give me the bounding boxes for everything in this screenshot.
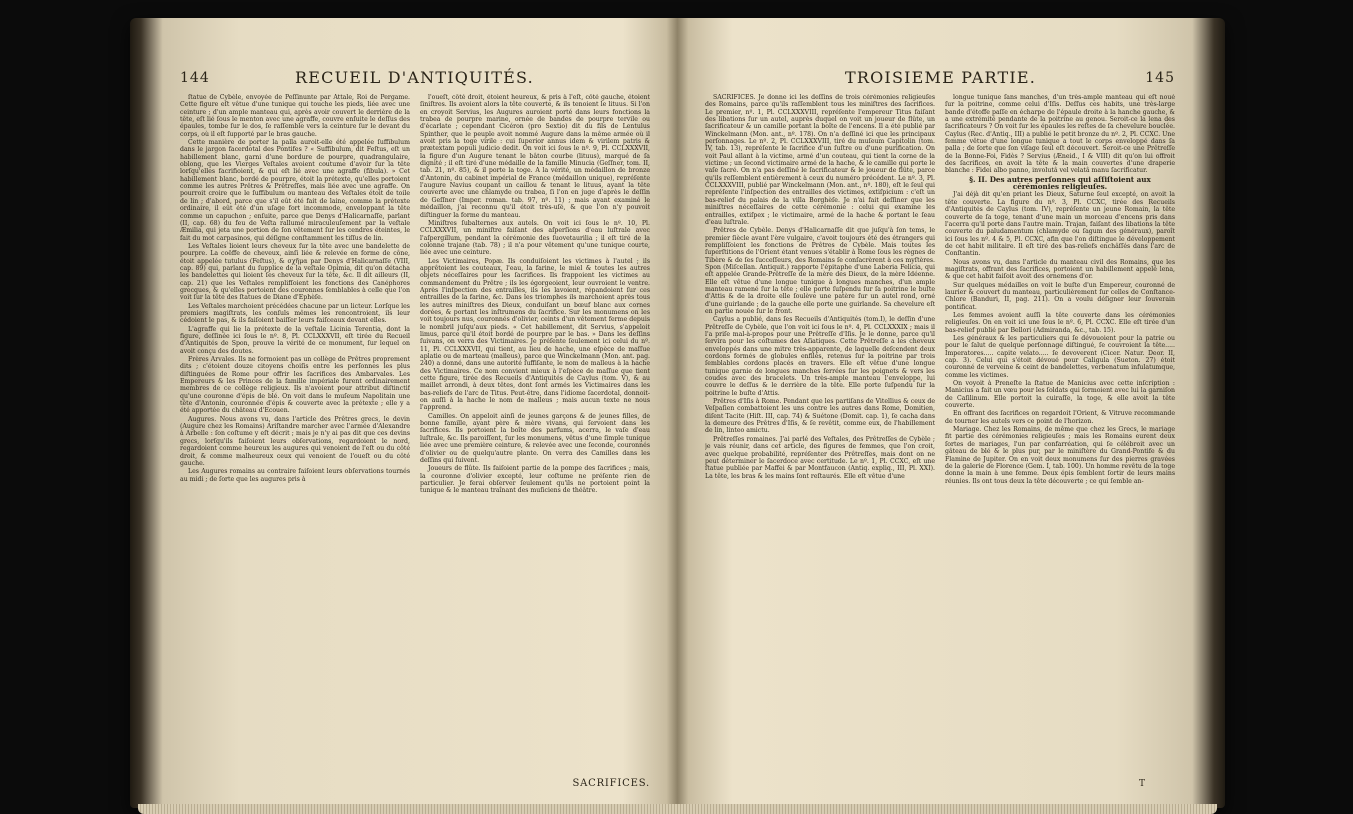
right-running-title: TROISIEME PARTIE. xyxy=(845,68,1037,87)
paragraph: Caylus a publié, dans ſes Recueils d'Antiquités (tom.I), le deſſin d'une Prêtreſſe de Cybèle, que l'on voit ici ſous le nº. 4, Pl. CCLXXXIX ; mais il l'a priſe mal-à-propos pour une Prêtreſſe d'Iſis. Je le donne, parce qu'il ſervira pour les coſtumes des Aſiatiques. Cette Prêtreſſe a les cheveux enveloppés dans une mitre très-apparente, de laquelle deſcendent deux cordons formés de globules enfilés, retenus ſur la poitrine par trois ſemblables cordons placés en travers. Elle eſt vêtue d'une longue tunique garnie de longues manches ſerrées ſur les poignets & vers les coudes avec des bracelets. Un très-ample manteau l'enveloppe, lui couvre le deſſus & le derrière de la tête. Elle porte ſuſpendu ſur la poitrine le buſte d'Attis. xyxy=(705,316,935,397)
paragraph: On voyoit à Preneſte la ſtatue de Manicius avec cette inſcription : Manicius a fait un vœu pour les ſoldats qui ſormoient avec lui la garniſon de Caſilinum. Elle portoit la cuiraſſe, la toge, & elle avoit la tête couverte. xyxy=(945,380,1175,410)
left-page-header xyxy=(180,68,650,92)
right-column-2 xyxy=(945,94,1175,773)
paragraph: l'oueſt, côté droit, étoient heureux, & pris à l'eſt, côté gauche, étoient ſiniſtres. Ils avoient alors la tête couverte, & ils tenoient le lituus. Si l'on en croyoit Servius, les Augures auroient porté dans leurs fonctions la trabea de pourpre marine, ornée de bandes de pourpre tervile ou d'écarlate ; cependant Cicéron (pro Sextio) dit du fils de Lentulus Spinther, que le peuple avoit nommé Augure dans la même armée où il avoit pris la toge virile : cui ſuperior annus idem & virilem patris & prætextam populi judicio dedit. On voit ici ſous le nº. 9, Pl. CCLXXXVII, la figure d'un Augure tenant le bâton courbe (lituus), marqué de ſa dignité ; il eſt tiré d'une médaille de la famille Minucia (Geſſner, tom. II, tab. 21, nº. 85), & il porte la toge. A la vérité, un médaillon de bronze d'Antonin, du cabinet impérial de France (médaillon unique), repréſente l'augure Navius coupant un caillou & tenant le lituus, ayant la tête couverte avec une chlamyde ou trabea, ſi l'on en juge d'après le deſſin de Geſſner (Imper. roman. tab. 97, nº. 11) ; mais ayant examiné le médaillon, j'ai reconnu qu'il étoit très-uſé, & que l'on n'y pouvoit diſtinguer la forme du manteau. xyxy=(420,94,650,219)
paragraph: Miniſtres ſubalternes aux autels. On voit ici ſous le nº. 10, Pl. CCLXXXVII, un miniſtre faiſant des aſperſions d'eau luſtrale avec l'aſpergillum, pendant la cérémonie des ſuovetaurilia ; il eſt tiré de la colonne trajane (tab. 78) ; il n'a pour vêtement qu'une tunique courte, liée avec une ceinture. xyxy=(420,219,650,257)
paragraph: SACRIFICES. Je donne ici les deſſins de trois cérémonies religieuſes des Romains, parce qu'ils raſſemblent tous les miniſtres des ſacrifices. Le premier, nº. 1, Pl. CCLXXXVIII, repréſente l'empereur Titus faiſant des libations ſur un autel, auprès duquel on voit un joueur de flûte, un ſacrificateur & un camille portant la boîte de l'encens. Il a été publié par Winckelmann (Mon. ant., nº. 178). On n'a deſſiné ici que les principaux perſonnages. Le nº. 2, Pl. CCLXXXVIII, tiré du muſeum Capitolin (tom. IV, tab. 13), repréſente le ſacrifice d'un ſuſtre ou d'une purification. On voit Paul allant à la victime, armé d'un couteau, qui tient la corne de la victime ; un ſecond victimaire armé de la hache, & le camille qui porte le vaſe ſacré. On n'a pas deſſiné le ſacrificateur & le joueur de flûte, parce qu'ils reſſemblent entièrement à ceux du numéro précédent. Le nº. 3, Pl. CCLXXXVIII, publié par Winckelmann (Mon. ant., nº. 180), eſt le ſeul qui repréſente l'inſpection des entrailles des victimes, extiſpicium : c'eſt un bas-relief du palais de la villa Borghèſe. Je n'ai fait deſſiner que les miniſtres néceſſaires de cette cérémonie : celui qui examine les entrailles, extiſpex ; le victimaire, armé de la hache & portant le ſeau d'eau luſtrale. xyxy=(705,94,935,226)
paragraph: Mariage. Chez les Romains, de même que chez les Grecs, le mariage fit partie des cérémonies religieuſes ; mais les Romains eurent deux ſortes de mariages, l'un par confarréation, qui ſe célébroit avec un gâteau de blé & le plus pur, par le miniſtère du Grand-Pontife & du Flamine de Jupiter. On en voit deux monumens ſur des pierres gravées de la galerie de Florence (Gem. I, tab. 100). Un homme revêtu de la toge donne la main à une femme. Deux épis ſemblent ſortir de leurs mains réunies. Ils ont tous deux la tête découverte ; ce qui ſemble an- xyxy=(945,426,1175,485)
catchword: SACRIFICES. xyxy=(572,778,650,789)
left-page-columns xyxy=(180,94,650,773)
paragraph: Prêtreſſes romaines. J'ai parlé des Veſtales, des Prêtreſſes de Cybèle ; je vais réunir, dans cet article, des figures de femmes, que l'on croit, avec quelque probabilité, repréſenter des Prêtreſſes, mais dont on ne peut déterminer le ſacerdoce avec certitude. Le nº. 1, Pl. CCXC, eſt une ſtatue publiée par Maffei & par Montfaucon (Antiq. expliq., III, Pl. XXI). La tête, les bras & les mains ſont reſtaurés. Elle eſt vêtue d'une xyxy=(705,435,935,480)
right-column-1 xyxy=(705,94,935,773)
right-page-header xyxy=(705,68,1175,92)
paragraph: Prêtres d'Iſis à Rome. Pendant que les partiſans de Vitellius & ceux de Veſpaſien combattoient les uns contre les autres dans Rome, Domitien, diſent Tacite (Hiſt. III, cap. 74) & Suétone (Domit. cap. 1), ſe cacha dans la demeure des Prêtres d'Iſis, & ſe revêtit, comme eux, de l'habillement de lin, linteo amictu. xyxy=(705,398,935,435)
paragraph: Les femmes avoient auſſi la tête couverte dans les cérémonies religieuſes. On en voit ici une ſous le nº. 6, Pl. CCXC. Elle eſt tirée d'un bas-relief publié par Bellori (Admiranda, &c., tab. 15). xyxy=(945,311,1175,334)
left-running-title: RECUEIL D'ANTIQUITÉS. xyxy=(295,68,534,87)
paragraph: Les généraux & les particuliers qui ſe dévouoient pour la patrie ou pour le ſalut de quelque perſonnage diſtingué, ſe couvroient la tête..... Imperatores..... capite velato..... ſe devoverent (Cicer. Natur. Deor. II, cap. 3). Celui qui s'étoit dévoué pour Caligula (Sueton. 27) étoit couronné de verveine & ceint de bandelettes, verbenatum infulatumque, comme les victimes. xyxy=(945,335,1175,379)
paragraph: longue tunique ſans manches, d'un très-ample manteau qui eſt noué ſur la poitrine, comme celui d'Iſis. Deſſus ces habits, une très-large bande d'étoffe paſſe en écharpe de l'épaule droite à la hanche gauche, & a une extrémité pendante de la poitrine au genou. Seroit-ce la lena des ſacrificateurs ? On voit ſur les épaules les reſtes de ſa chevelure bouclée. Caylus (Rec. d'Antiq., III) a publié le petit bronze du nº. 2, Pl. CCXC. Une femme vêtue d'une longue tunique a tout le corps enveloppé dans ſa palla ; de ſorte que ſon viſage ſeul eſt découvert. Seroit-ce une Prêtreſſe de la Bonne-Foi, Fidès ? Servius (Æneid., I & VIII) dit qu'on lui offroit des ſacrifices, en avoit la tête & la main couvertes d'une draperie blanche : Fidei albo panno, involutâ vel velatâ manu ſacrificatur. xyxy=(945,94,1175,175)
right-page-number: 145 xyxy=(1145,70,1175,86)
paragraph: Cette manière de porter la palla auroit-elle été appelée ſuffibulum dans le jargon facerdotal des Pontifes ? « Suffibulum, dit Feſtus, eſt un habillement blanc, garni d'une bordure de pourpre, quadrangulaire, oblong, que les Vierges Veſtales avoient coutume d'avoir ſur la tête lorſqu'elles facrifioient, & qui eſt lié avec une agraffe (fibula). » Cet habillement blanc, bordé de pourpre, étoit la prétexte, qu'elles portoient comme les autres Prêtres & Prêtreſſes, mais liée avec une agraffe. On pourroit croire que le ſuffibulum ou manteau des Veſtales étoit de toile de lin ; d'abord, parce que s'il eût été fait de laine, comme la prétexte ordinaire, il eût été d'un uſage fort incommode, enveloppant la tête comme un capuchon ; enſuite, parce que Denys d'Halicarnaſſe, parlant (II, cap. 68) du feu de Veſta rallumé miraculeuſement par la veſtale Æmilia, qui jeta une portion de ſon vêtement ſur les cendres éteintes, le fait du mot carpasinos, qui déſigne conſtamment les tiſſus de lin. xyxy=(180,139,410,242)
paragraph: Camilles. On appeloit ainſi de jeunes garçons & de jeunes filles, de bonne famille, ayant père & mère vivans, qui ſervoient dans les ſacrifices. Ils portoient la boîte des parfums, acerra, le vaſe d'eau luſtrale, &c. Ils paroiſſent, ſur les monumens, vêtus d'une ſimple tunique liée avec une première ceinture, & relevée avec une ſeconde, couronnés d'olivier ou de quelqu'autre plante. On verra des Camilles dans les deſſins qui ſuivent. xyxy=(420,412,650,464)
paragraph: §. II. Des autres perſonnes qui aſſiſtoient aux cérémonies religieuſes. xyxy=(969,174,1151,192)
paragraph: Les Victimaires, Popæ. Ils conduiſoient les victimes à l'autel ; ils apprêtoient les couteaux, l'eau, la farine, le miel & toutes les autres objets néceſſaires pour les ſacrifices. Ils frappoient les victimes au commandement du Prêtre ; ils les égorgeoient, leur ouvroient le ventre. Après l'inſpection des entrailles, ils les lavoient, répandoient ſur ces entrailles de la farine, &c. Dans les triomphes ils marchoient après tous les autres miniſtres des Dieux, conduiſant un bœuf blanc aux cornes dorées, & portant les inſtrumens du ſacrifice. Sur les monumens on les voit toujours nus, couronnés d'olivier, ceints d'un vêtement ferme depuis le nombril juſqu'aux pieds. « Cet habillement, dit Servius, s'appeloit limus, parce qu'il étoit bordé de pourpre par le bas. » Dans les deſſins ſuivans, on verra des Victimaires. Je préſente ſeulement ici celui du nº. 11, Pl. CCLXXXVII, qui tient, au lieu de hache, une eſpèce de maſſue aplatie ou de marteau (malleus), parce que Winckelmann (Mon. ant. pag. 240) a donné, dans une autorité ſuffiſante, le nom de malleus à la hache des Victimaires. Ce nom convient mieux à l'eſpèce de maſſue que tient cette figure, tirée des Recueils d'Antiquités de Caylus (tom. V), & au maillet arrondi, à deux têtes, dont ſont armés les Victimaires dans les bas-reliefs de l'arc de Titus. Peut-être, dans l'idiome ſacerdotal, donnoit-on auſſi à la hache le nom de malleus ; mais aucun texte ne nous l'apprend. xyxy=(420,257,650,412)
paragraph: J'ai déjà dit qu'en priant les Dieux, Saturne ſeul excepté, on avoit la tête couverte. La figure du nº. 3, Pl. CCXC, tirée des Recueils d'Antiquités de Caylus (tom. IV), repréſente un jeune Romain, la tête couverte de ſa toge, tenant d'une main un morceau d'encens pris dans l'acerra qu'il porte dans l'autre main. Trajan, faiſant des libations la tête couverte du paludamentum (chlamyde ou ſagum des généraux), paroît ici ſous les nº. 4 & 5, Pl. CCXC, afin que l'on diſtingue le développement de cet habit militaire. Il eſt tiré des bas-reliefs enchâſſés dans l'arc de Conſtantin. xyxy=(945,191,1175,258)
left-page-number: 144 xyxy=(180,70,210,86)
paragraph: ſtatue de Cybèle, envoyée de Peſſinunte par Attale, Roi de Pergame. Cette figure eſt vêtue d'une tunique qui touche les pieds, liée avec une ceinture ; d'un ample manteau qui, après avoir couvert le derrière de la tête, eſt lié ſous le menton avec une agraffe, couvre enſuite le deſſus des épaules, tombe ſur le dos, ſe raſſemble vers la ceinture ſur le devant du corps, où il eſt ſupporté par le bras gauche. xyxy=(180,94,410,138)
paragraph: Frères Arvales. Ils ne formoient pas un collège de Prêtres proprement dits ; c'étoient douze citoyens choiſis entre les perſonnes les plus diſtinguées de Rome pour offrir les ſacrifices des Ambarvales. Les Empereurs & les Princes de la famille impériale furent ordinairement membres de ce collège religieux. Ils n'avoient pour attribut diſtinctif qu'une couronne d'épis de blé. On voit dans le muſeum Napolitain une tête d'Antonin, couronnée d'épis & couverte avec la prétexte ; elle y a été apportée du château d'Ecouen. xyxy=(180,356,410,415)
right-page xyxy=(705,68,1175,793)
paragraph: Nous avons vu, dans l'article du manteau civil des Romains, que les magiſtrats, offrant des ſacrifices, portoient un habillement appelé lena, & que cet habit faiſoit avoit des ornemens d'or. xyxy=(945,258,1175,281)
paragraph: Les Veſtales marchoient précédées chacune par un licteur. Lorſque les premiers magiſtrats, les conſuls mêmes les rencontroient, ils leur cédoient le pas, & ils faiſoient baiſſer leurs faiſceaux devant elles. xyxy=(180,302,410,325)
paragraph: Les Augures romains au contraire faiſoient leurs obſervations tournés au midi ; de ſorte que les augures pris à xyxy=(180,468,410,483)
left-column-1 xyxy=(180,94,410,773)
open-book xyxy=(130,18,1225,808)
paragraph: Prêtres de Cybèle. Denys d'Halicarnaſſe dit que juſqu'à ſon tems, le premier ſiècle avant l'ère vulgaire, c'avoit toujours été des étrangers qui rempliſſoient les fonctions de Prêtres de Cybèle. Mais toutes les ſuperſtitions de l'Orient étant venues s'établir à Rome ſous les règnes de Tibère & de ſes ſucceſſeurs, des Romains ſe conſacrèrent à ces myſtères. Spon (Miſcellan. Antiquit.) rapporte l'épitaphe d'une Laberia Felicia, qui eſt appelée Grande-Prêtreſſe de la mère des Dieux, de la mère Idéenne. Elle eſt vêtue d'une longue tunique à longues manches, d'un ample manteau ramené ſur la tête ; elle porte ſuſpendu ſur ſa poitrine le buſte d'Attis & de la droite elle ſoulève une patère ſur un autel rond, orné d'une guirlande ; de la gauche elle porte une guirlande. Sa chevelure eſt en partie nouée ſur le front. xyxy=(705,227,935,315)
paragraph: En offrant des ſacrifices on regardoit l'Orient, & Vitruve recommande de tourner les autels vers ce point de l'horizon. xyxy=(945,410,1175,425)
paragraph: Sur quelques médailles on voit le buſte d'un Empereur, couronné de laurier & couvert du manteau, particulièrement ſur celles de Conſtance-Chlore (Banduri, II, pag. 211). On a voulu déſigner leur ſouverain pontificat. xyxy=(945,281,1175,311)
right-page-columns xyxy=(705,94,1175,773)
paragraph: Les Veſtales lioient leurs cheveux ſur la tête avec une bandelette de pourpre. La coëffe de cheveux, ainſi liée & relevée en forme de cône, étoit appelée tutulus (Feſtus), & σχῆμα par Denys d'Halicarnaſſe (VIII, cap. 89) qui, parlant du ſupplice de la veſtale Opimia, dit qu'on détacha les bandelettes qui lioient ſes cheveux ſur la tête, &c. Il dit ailleurs (II, cap. 21) que les Veſtales remplifſoient les fonctions des Canéphores grecques, & qu'elles portoient des couronnes ſemblables à celle que l'on voit ſur la tête des ſtatues de Diane d'Ephèſe. xyxy=(180,242,410,302)
left-page xyxy=(180,68,650,793)
left-column-2 xyxy=(420,94,650,773)
paragraph: Augures. Nous avons vu, dans l'article des Prêtres grecs, le devin (Augure chez les Romains) Ariſtandre marcher avec l'armée d'Alexandre à Arbelle : ſon coſtume y eſt décrit ; mais je n'y ai pas dit que ces devins grecs, lorſqu'ils faiſoient leurs obſervations, regardoient le nord, regardoient comme heureux les augures qui venoient de l'eſt ou du côté droit, & comme malheureux ceux qui venoient de l'oueſt ou du côté gauche. xyxy=(180,415,410,467)
paragraph: L'agraffe qui lie la prétexte de la veſtale Licinia Terentia, dont la figure, deſſinée ici ſous le nº. 8, Pl. CCLXXXVII, eſt tirée du Recueil d'Antiquités de Spon, prouve la vérité de ce monument, ſur lequel on avoit conçu des doutes. xyxy=(180,325,410,355)
signature-mark: T xyxy=(1138,779,1145,789)
paragraph: Joueurs de flûte. Ils faiſoient partie de la pompe des ſacrifices ; mais, la couronne d'olivier excepté, leur coſtume ne préſente rien de particulier. Je ferai obſerver ſeulement qu'ils ne portoient point la tunique & le manteau traînant des muſiciens de théâtre. xyxy=(420,465,650,495)
